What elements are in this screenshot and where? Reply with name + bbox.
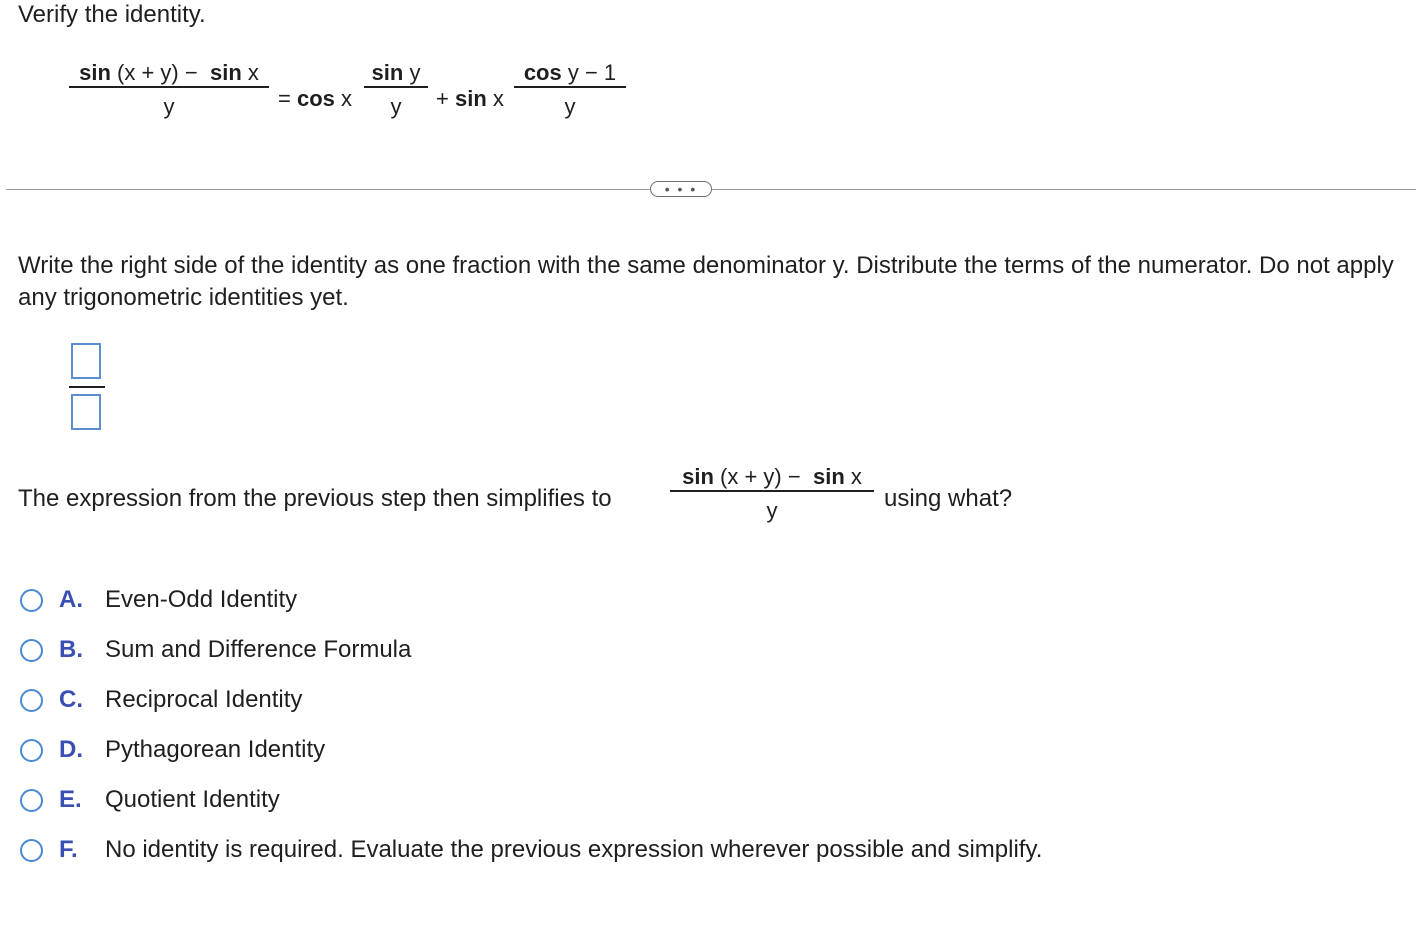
radio-c[interactable] bbox=[20, 689, 43, 712]
answer-fraction-bar bbox=[69, 386, 105, 388]
option-letter: A. bbox=[59, 586, 83, 613]
option-e[interactable] bbox=[20, 785, 280, 815]
identity-lhs-fraction bbox=[69, 60, 269, 120]
radio-e[interactable] bbox=[20, 789, 43, 812]
option-label: Quotient Identity bbox=[105, 786, 280, 813]
frac2-bar bbox=[514, 86, 626, 88]
answer-numerator-input[interactable] bbox=[71, 343, 101, 379]
question-fraction-denominator: y bbox=[766, 498, 778, 523]
problem-title: Verify the identity. bbox=[18, 1, 206, 28]
identity-frac-cos-y-minus-1 bbox=[514, 60, 626, 120]
option-letter: E. bbox=[59, 786, 82, 813]
option-letter: B. bbox=[59, 636, 83, 663]
step-instruction: Write the right side of the identity as one fraction with the same denominator y. Distribute the terms of the numerator. Do not apply any trigonometric identities yet. bbox=[18, 252, 1394, 311]
option-letter: C. bbox=[59, 686, 83, 713]
identity-frac-sin-y bbox=[364, 60, 428, 120]
question-fraction-numerator: sin (x + y) − sin x bbox=[682, 464, 862, 489]
radio-d[interactable] bbox=[20, 739, 43, 762]
radio-a[interactable] bbox=[20, 589, 43, 612]
answer-denominator-input[interactable] bbox=[71, 394, 101, 430]
frac1-bar bbox=[364, 86, 428, 88]
option-f[interactable] bbox=[20, 835, 1043, 865]
question-fraction-bar bbox=[670, 490, 874, 492]
option-b[interactable] bbox=[20, 635, 412, 665]
radio-b[interactable] bbox=[20, 639, 43, 662]
lhs-fraction-bar bbox=[69, 86, 269, 88]
option-label: Sum and Difference Formula bbox=[105, 636, 412, 663]
option-label: No identity is required. Evaluate the previous expression wherever possible and simplify. bbox=[105, 836, 1043, 863]
option-a[interactable] bbox=[20, 585, 298, 615]
option-c[interactable] bbox=[20, 685, 303, 715]
option-label: Pythagorean Identity bbox=[105, 736, 326, 763]
question-lead: The expression from the previous step then simplifies to bbox=[18, 485, 612, 512]
lhs-numerator: sin (x + y) − sin x bbox=[79, 60, 259, 85]
radio-f[interactable] bbox=[20, 839, 43, 862]
option-letter: F. bbox=[59, 836, 78, 863]
frac2-denominator: y bbox=[564, 94, 576, 119]
show-more-button[interactable]: • • • bbox=[650, 181, 712, 197]
frac2-numerator: cos y − 1 bbox=[523, 60, 617, 85]
lhs-denominator: y bbox=[163, 94, 175, 119]
option-letter: D. bbox=[59, 736, 83, 763]
option-label: Even-Odd Identity bbox=[105, 586, 298, 613]
plus-sin-x: + sin x bbox=[436, 86, 504, 111]
frac1-numerator: sin y bbox=[371, 60, 421, 85]
option-d[interactable] bbox=[20, 735, 326, 765]
option-label: Reciprocal Identity bbox=[105, 686, 303, 713]
frac1-denominator: y bbox=[390, 94, 402, 119]
question-fraction bbox=[670, 464, 874, 524]
equals-cos-x: = cos x bbox=[278, 86, 353, 111]
question-tail: using what? bbox=[884, 485, 1013, 512]
